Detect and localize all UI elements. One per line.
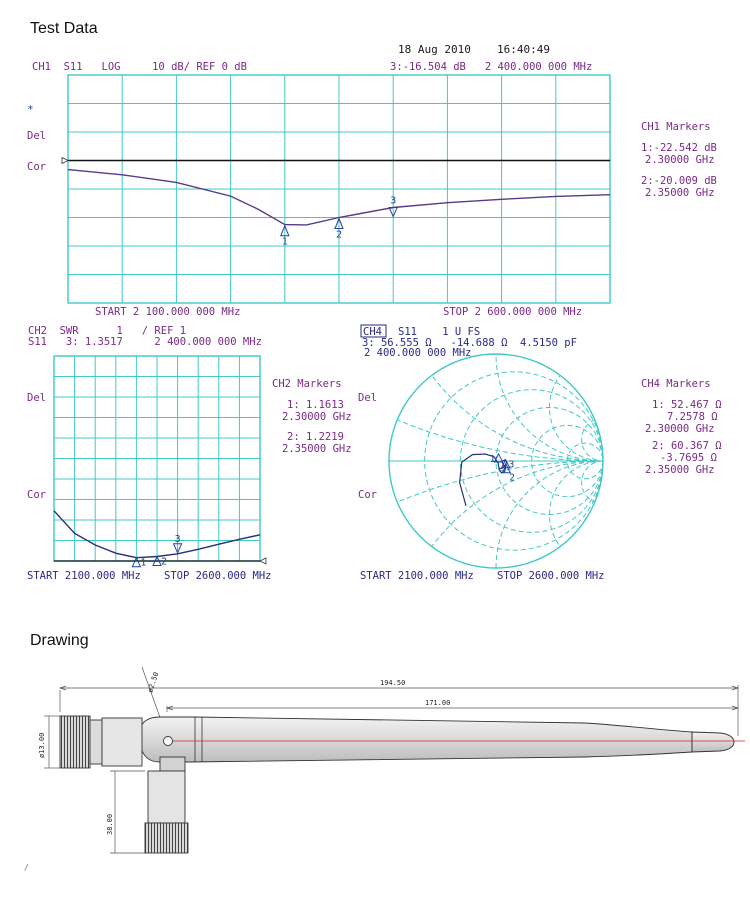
ch1-marker-1-freq: 2.30000 GHz [645,154,715,166]
ch1-start-label: START 2 100.000 000 MHz [95,306,241,318]
ch1-marker-1-value: 1:-22.542 dB [641,142,717,154]
ch4-markers-title: CH4 Markers [641,378,711,390]
ch1-grid [68,75,610,303]
smith-clip-group [68,0,750,600]
ch2-markers-title: CH2 Markers [272,378,342,390]
marker-label-1: 1 [489,453,496,465]
ch2-title: CH2 SWR 1 / REF 1 [28,325,187,337]
ch1-star-label: * [27,103,34,116]
marker-label-1: 1 [281,236,288,248]
marker-label-3: 3 [508,459,515,471]
whip-length-dimension: 171.00 [425,699,451,707]
ch2-marker-box [272,378,352,455]
ch4-marker-2-freq: 2.35000 GHz [645,464,715,476]
smith-reactance-arc [389,33,750,461]
ch4-tag: CH4 [363,326,382,338]
smith-reactance-arc [550,354,657,461]
ch4-frequency: 2 400.000 000 MHz [364,347,472,359]
ch1-del-label: Del [27,130,46,142]
ch1-stop-label: STOP 2 600.000 000 MHz [443,306,583,318]
ch1-marker-box [641,121,717,199]
ch1-marker-2-value: 2:-20.009 dB [641,175,717,187]
ch2-grid [54,356,260,561]
ch2-start-label: START 2100.000 MHz [27,570,141,582]
ch2-del-label: Del [27,392,46,404]
ch4-marker-1-resistance: 1: 52.467 Ω [652,399,722,411]
drawing-heading: Drawing [30,632,89,649]
ch4-stop-label: STOP 2600.000 MHz [497,570,605,582]
whip-body [140,717,745,762]
header-date: 18 Aug 2010 [398,43,471,56]
ch4-marker-1-freq: 2.30000 GHz [645,423,715,435]
ch1-marker-readout: 3:-16.504 dB 2 400.000 000 MHz [390,61,593,73]
connector-height-dimension: 38.00 [106,813,114,835]
smith-reactance-arc [550,461,657,568]
corner-mark: / [24,863,29,872]
ch4-marker-2-resistance: 2: 60.367 Ω [652,440,722,452]
ch1-cor-label: Cor [27,161,46,173]
ch2-marker-1-value: 1: 1.1613 [287,399,344,411]
antenna-drawing [0,650,750,900]
ch4-marker-1-reactance: 7.2578 Ω [667,411,718,423]
hole-diameter-dimension: ø2.50 [146,671,161,694]
ch4-del-label: Del [358,392,377,404]
ch2-cor-label: Cor [27,489,46,501]
ch2-reference-pointer [260,558,266,564]
marker-label-3: 3 [390,195,397,207]
marker-label-2: 2 [161,556,168,568]
connector-diameter-dimension: ø13.00 [38,732,46,758]
ch4-title: S11 1 U FS [398,326,481,338]
ch4-start-label: START 2100.000 MHz [360,570,474,582]
ch4-marker-2-reactance: -3.7695 Ω [660,452,717,464]
smith-grid [68,0,750,600]
ch2-marker-1-freq: 2.30000 GHz [282,411,352,423]
ch1-reference-pointer [62,158,68,164]
smith-plot [460,454,515,506]
ch1-plot [62,158,610,248]
ch2-marker-2-value: 2: 1.2219 [287,431,344,443]
ch1-marker-2-freq: 2.35000 GHz [645,187,715,199]
ch2-plot [54,511,266,569]
ch1-markers-title: CH1 Markers [641,121,711,133]
ch2-stop-label: STOP 2600.000 MHz [164,570,272,582]
overall-length-dimension: 194.50 [380,679,406,687]
ch2-subtitle: S11 3: 1.3517 2 400.000 000 MHz [28,336,262,348]
test-data-heading: Test Data [30,20,98,37]
ch4-subtitle: 3: 56.555 Ω -14.688 Ω 4.5150 pF [362,337,577,349]
marker-label-3: 3 [174,533,181,545]
marker-label-2: 2 [509,472,516,484]
ch1-title: CH1 S11 LOG 10 dB/ REF 0 dB [32,61,247,73]
marker-label-2: 2 [336,229,343,241]
ch4-cor-label: Cor [358,489,377,501]
header-time: 16:40:49 [497,43,550,56]
ch2-marker-2-freq: 2.35000 GHz [282,443,352,455]
ch4-marker-box [641,378,722,476]
marker-label-1: 1 [140,557,147,569]
